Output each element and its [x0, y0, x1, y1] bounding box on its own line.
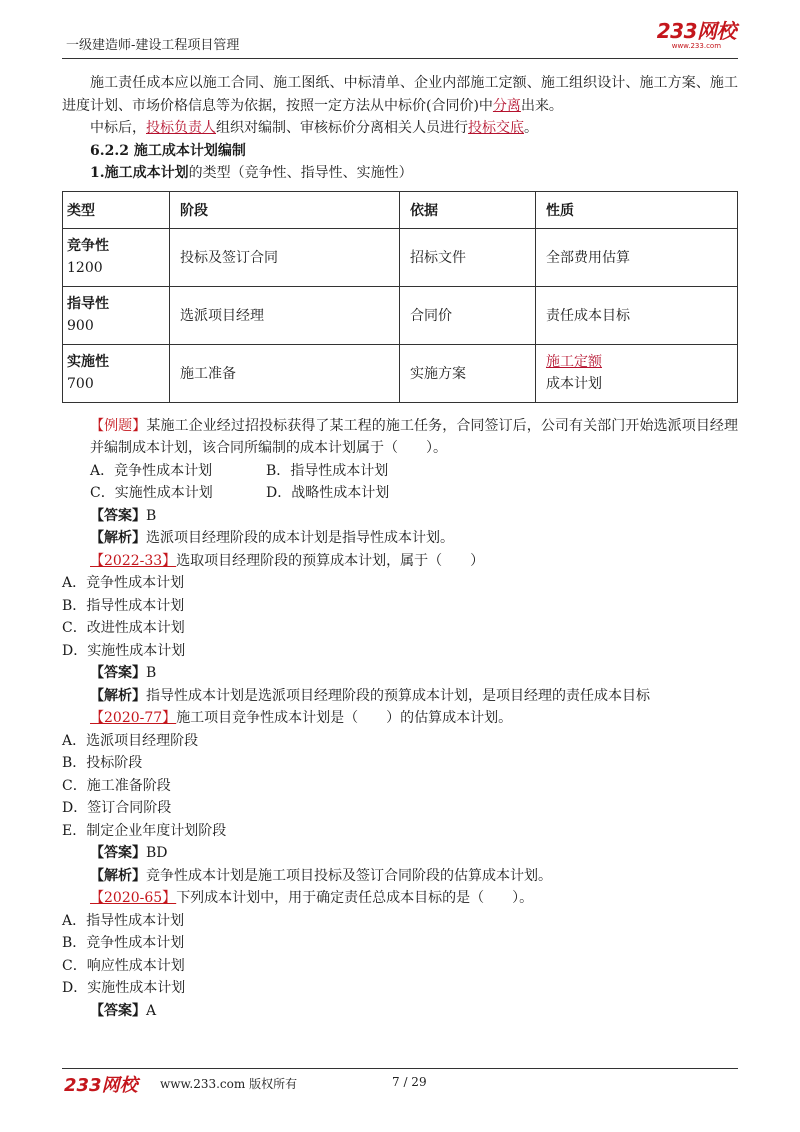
- option: D．签订合同阶段: [62, 800, 172, 816]
- answer-value: B: [146, 507, 157, 524]
- subheading-rest: 的类型（竞争性、指导性、实施性）: [188, 165, 413, 181]
- header-title: 一级建造师-建设工程项目管理: [66, 38, 240, 53]
- answer-value: A: [146, 1002, 157, 1019]
- page-number: 7 / 29: [392, 1075, 427, 1089]
- stem-text: 下列成本计划中，用于确定责任总成本目标的是（ ）。: [176, 890, 534, 906]
- analysis-text: 竞争性成本计划是施工项目投标及签订合同阶段的估算成本计划。: [146, 867, 552, 884]
- footer-logo: 233网校: [64, 1075, 138, 1096]
- nature-cell: [536, 286, 738, 344]
- type-cell: [63, 228, 170, 286]
- analysis-line: [62, 865, 738, 888]
- option: A．竞争性成本计划: [90, 462, 213, 479]
- section-heading: 6.2.2 施工成本计划编制: [90, 142, 246, 159]
- analysis-label: 【解析】: [90, 867, 146, 884]
- brand-logo: [657, 20, 736, 50]
- answer-label: 【答案】: [90, 507, 146, 524]
- type-name: 实施性: [67, 354, 109, 370]
- highlight-term: 分离: [492, 97, 521, 114]
- question-stem: [62, 550, 738, 573]
- answer-label: 【答案】: [90, 665, 146, 681]
- basis-cell: [400, 344, 536, 402]
- option: A．竞争性成本计划: [62, 575, 185, 591]
- footer-copyright: www.233.com 版权所有: [160, 1077, 298, 1091]
- intro-text: 出来。: [520, 97, 563, 114]
- basis-cell: [400, 286, 536, 344]
- option: B．指导性成本计划: [266, 462, 389, 479]
- option: D．实施性成本计划: [62, 980, 186, 996]
- stage-cell: [170, 286, 400, 344]
- highlight-term: 投标交底: [468, 120, 524, 136]
- intro-paragraph-1: [62, 72, 738, 117]
- analysis-text: 指导性成本计划是选派项目经理阶段的预算成本计划，是项目经理的责任成本目标: [146, 687, 650, 704]
- question-stem: [62, 415, 738, 460]
- analysis-text: 选派项目经理阶段的成本计划是指导性成本计划。: [146, 530, 454, 546]
- table-header-cell: [400, 191, 536, 228]
- option: C．响应性成本计划: [62, 957, 185, 974]
- basis-text: 合同价: [410, 308, 452, 324]
- nature-text: 责任成本目标: [546, 308, 630, 324]
- option: B．竞争性成本计划: [62, 935, 185, 951]
- answer-value: BD: [146, 845, 168, 861]
- table-header-cell: 类型: [63, 191, 170, 228]
- header-text: 依据: [410, 202, 438, 219]
- option: B．投标阶段: [62, 755, 143, 771]
- nature-cell: [536, 344, 738, 402]
- type-name: 指导性: [67, 296, 109, 312]
- intro-text: 施工责任成本应以施工合同、施工图纸、中标清单、企业内部施工定额、施工组织设计、施工方案、施工进度计划、市场价格信息等为依据，按照一定方法从中标价(合同价)中: [62, 75, 738, 114]
- stage-text: 投标及签订合同: [180, 250, 278, 266]
- table-header-cell: [170, 191, 400, 228]
- page-header: [62, 19, 738, 59]
- option: C．改进性成本计划: [62, 620, 185, 636]
- option-row: [62, 460, 738, 483]
- intro-paragraph-2: [62, 117, 738, 140]
- answer-line: [62, 1000, 738, 1023]
- question-code: 【2022-33】: [90, 552, 177, 569]
- question-code: 【2020-65】: [90, 890, 177, 906]
- analysis-label: 【解析】: [90, 530, 146, 546]
- analysis-line: [62, 527, 738, 550]
- page-footer: [62, 1068, 738, 1096]
- intro-text: 组织对编制、审核标价分离相关人员进行: [216, 120, 468, 136]
- option: C．实施性成本计划: [90, 485, 213, 501]
- logo-text: 233网校: [656, 19, 736, 43]
- option: D．战略性成本计划: [266, 485, 390, 501]
- question-code: 【2020-77】: [90, 710, 177, 726]
- basis-text: 实施方案: [410, 366, 466, 382]
- type-cell: [63, 286, 170, 344]
- type-number: 700: [67, 376, 94, 392]
- answer-line: [62, 662, 738, 685]
- stem-text: 施工项目竞争性成本计划是（ ）的估算成本计划。: [176, 710, 513, 726]
- table-header-row: [63, 191, 738, 228]
- question-stem: [62, 707, 738, 730]
- basis-text: 招标文件: [410, 250, 466, 266]
- example-question: [62, 415, 738, 550]
- stage-text: 选派项目经理: [180, 308, 264, 324]
- stage-cell: [170, 228, 400, 286]
- exam-question-2020-65: [62, 887, 738, 1022]
- answer-line: [62, 505, 738, 528]
- answer-label: 【答案】: [90, 845, 146, 861]
- answer-line: [62, 842, 738, 865]
- option: D．实施性成本计划: [62, 642, 186, 659]
- stem-text: 选取项目经理阶段的预算成本计划，属于（ ）: [176, 552, 485, 569]
- cost-plan-table: [62, 191, 738, 403]
- stage-cell: [170, 344, 400, 402]
- exam-question-2022-33: [62, 550, 738, 708]
- option: A．选派项目经理阶段: [62, 732, 199, 749]
- question-tag: 【例题】: [90, 417, 147, 434]
- nature-text: 成本计划: [546, 376, 602, 392]
- option: A．指导性成本计划: [62, 912, 185, 929]
- type-number: 900: [67, 318, 94, 334]
- highlight-term: 投标负责人: [146, 120, 216, 136]
- option: E．制定企业年度计划阶段: [62, 822, 227, 839]
- nature-text: 全部费用估算: [546, 250, 630, 266]
- analysis-line: [62, 685, 738, 708]
- option: B．指导性成本计划: [62, 597, 185, 614]
- type-cell: [63, 344, 170, 402]
- exam-question-2020-77: [62, 707, 738, 887]
- question-stem: [62, 887, 738, 910]
- answer-label: 【答案】: [90, 1002, 146, 1019]
- nature-cell: [536, 228, 738, 286]
- logo-url: www.233.com: [671, 42, 722, 50]
- type-number: 1200: [67, 260, 103, 276]
- intro-text: 。: [524, 120, 538, 136]
- analysis-label: 【解析】: [90, 687, 146, 704]
- table-row: [63, 344, 738, 402]
- stage-text: 施工准备: [180, 366, 236, 382]
- basis-cell: [400, 228, 536, 286]
- subsection-heading: [62, 162, 738, 185]
- header-text: 阶段: [180, 202, 208, 219]
- option: C．施工准备阶段: [62, 777, 171, 794]
- stem-text: 某施工企业经过招投标获得了某工程的施工任务，合同签订后，公司有关部门开始选派项目经理并编制成本计划，该合同所编制的成本计划属于（ ）。: [90, 417, 739, 456]
- table-header-cell: [536, 191, 738, 228]
- option-row: [62, 482, 738, 505]
- nature-highlight: 施工定额: [546, 354, 602, 370]
- type-name: 竞争性: [67, 238, 109, 254]
- intro-text: 中标后，: [90, 120, 146, 136]
- answer-value: B: [146, 665, 157, 681]
- header-text: 性质: [546, 202, 574, 219]
- table-row: [63, 228, 738, 286]
- table-row: [63, 286, 738, 344]
- document-body: [62, 72, 738, 1022]
- subheading-bold: 1.施工成本计划: [90, 165, 189, 181]
